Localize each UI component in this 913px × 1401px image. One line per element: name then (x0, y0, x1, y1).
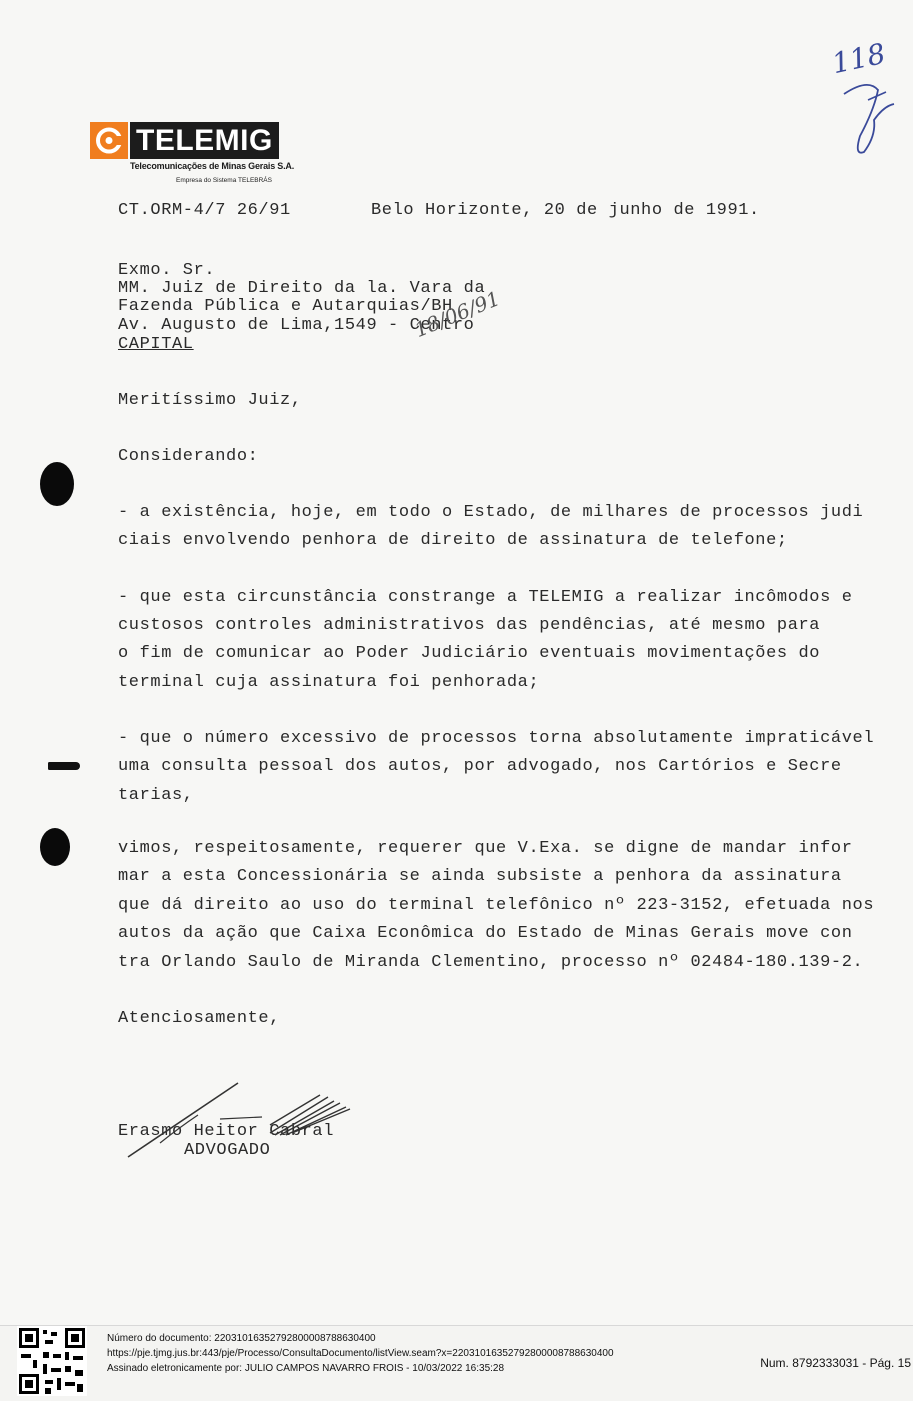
telemig-logo-icon (90, 122, 128, 159)
addressee-line: Av. Augusto de Lima,1549 - Centro (118, 316, 475, 335)
item-line: o fim de comunicar ao Poder Judiciário eventuais movimentações do (118, 644, 821, 663)
reference-number: CT.ORM-4/7 26/91 (118, 201, 291, 220)
item-line: ciais envolvendo penhora de direito de assinatura de telefone; (118, 531, 788, 550)
signatory-name: Erasmo Heitor Cabral (118, 1122, 335, 1141)
addressee-line: Exmo. Sr. (118, 261, 216, 280)
handwritten-signature (120, 1075, 370, 1165)
punch-hole-mark (40, 462, 74, 506)
qr-code-icon (17, 1326, 87, 1396)
item-line: tarias, (118, 786, 194, 805)
item-line: terminal cuja assinatura foi penhorada; (118, 673, 540, 692)
company-group: Empresa do Sistema TELEBRÁS (176, 177, 272, 184)
item-line: - que esta circunstância constrange a TELEMIG a realizar incômodos e (118, 588, 853, 607)
salutation: Meritíssimo Juiz, (118, 391, 302, 410)
signatory-title: ADVOGADO (184, 1141, 271, 1160)
considering-heading: Considerando: (118, 447, 259, 466)
punch-hole-mark (40, 828, 70, 866)
footer-url: https://pje.tjmg.jus.br:443/pje/Processo/ConsultaDocumento/listView.seam?x=22031016352792800008788630400 (107, 1348, 614, 1359)
footer-page-ref: Num. 8792333031 - Pág. 15 (760, 1356, 911, 1370)
request-line: vimos, respeitosamente, requerer que V.Exa. se digne de mandar infor (118, 839, 853, 858)
item-line: - a existência, hoje, em todo o Estado, de milhares de processos judi (118, 503, 864, 522)
addressee-line: MM. Juiz de Direito da la. Vara da (118, 279, 486, 298)
request-line: mar a esta Concessionária se ainda subsiste a penhora da assinatura (118, 867, 842, 886)
request-line: autos da ação que Caixa Econômica do Estado de Minas Gerais move con (118, 924, 853, 943)
request-line: que dá direito ao uso do terminal telefônico nº 223-3152, efetuada nos (118, 896, 875, 915)
addressee-line: Fazenda Pública e Autarquias/BH (118, 297, 453, 316)
handwritten-date-note: 18/06/91 (411, 286, 504, 342)
closing: Atenciosamente, (118, 1009, 281, 1028)
request-line: tra Orlando Saulo de Miranda Clementino, processo nº 02484-180.139-2. (118, 953, 864, 972)
ink-mark (48, 762, 80, 770)
company-name: Telecomunicações de Minas Gerais S.A. (130, 161, 295, 171)
footer-signed-by: Assinado eletronicamente por: JULIO CAMPOS NAVARRO FROIS - 10/03/2022 16:35:28 (107, 1363, 505, 1374)
brand-wordmark: TELEMIG (130, 122, 279, 159)
footer-doc-number: Número do documento: 22031016352792800008788630400 (107, 1333, 376, 1344)
addressee-line: CAPITAL (118, 335, 194, 354)
folio-number: 118 (829, 36, 889, 81)
item-line: - que o número excessivo de processos torna absolutamente impraticável (118, 729, 875, 748)
handwritten-initials (838, 76, 898, 160)
item-line: uma consulta pessoal dos autos, por advogado, nos Cartórios e Secre (118, 757, 842, 776)
item-line: custosos controles administrativos das pendências, até mesmo para (118, 616, 821, 635)
place-date: Belo Horizonte, 20 de junho de 1991. (371, 201, 760, 220)
